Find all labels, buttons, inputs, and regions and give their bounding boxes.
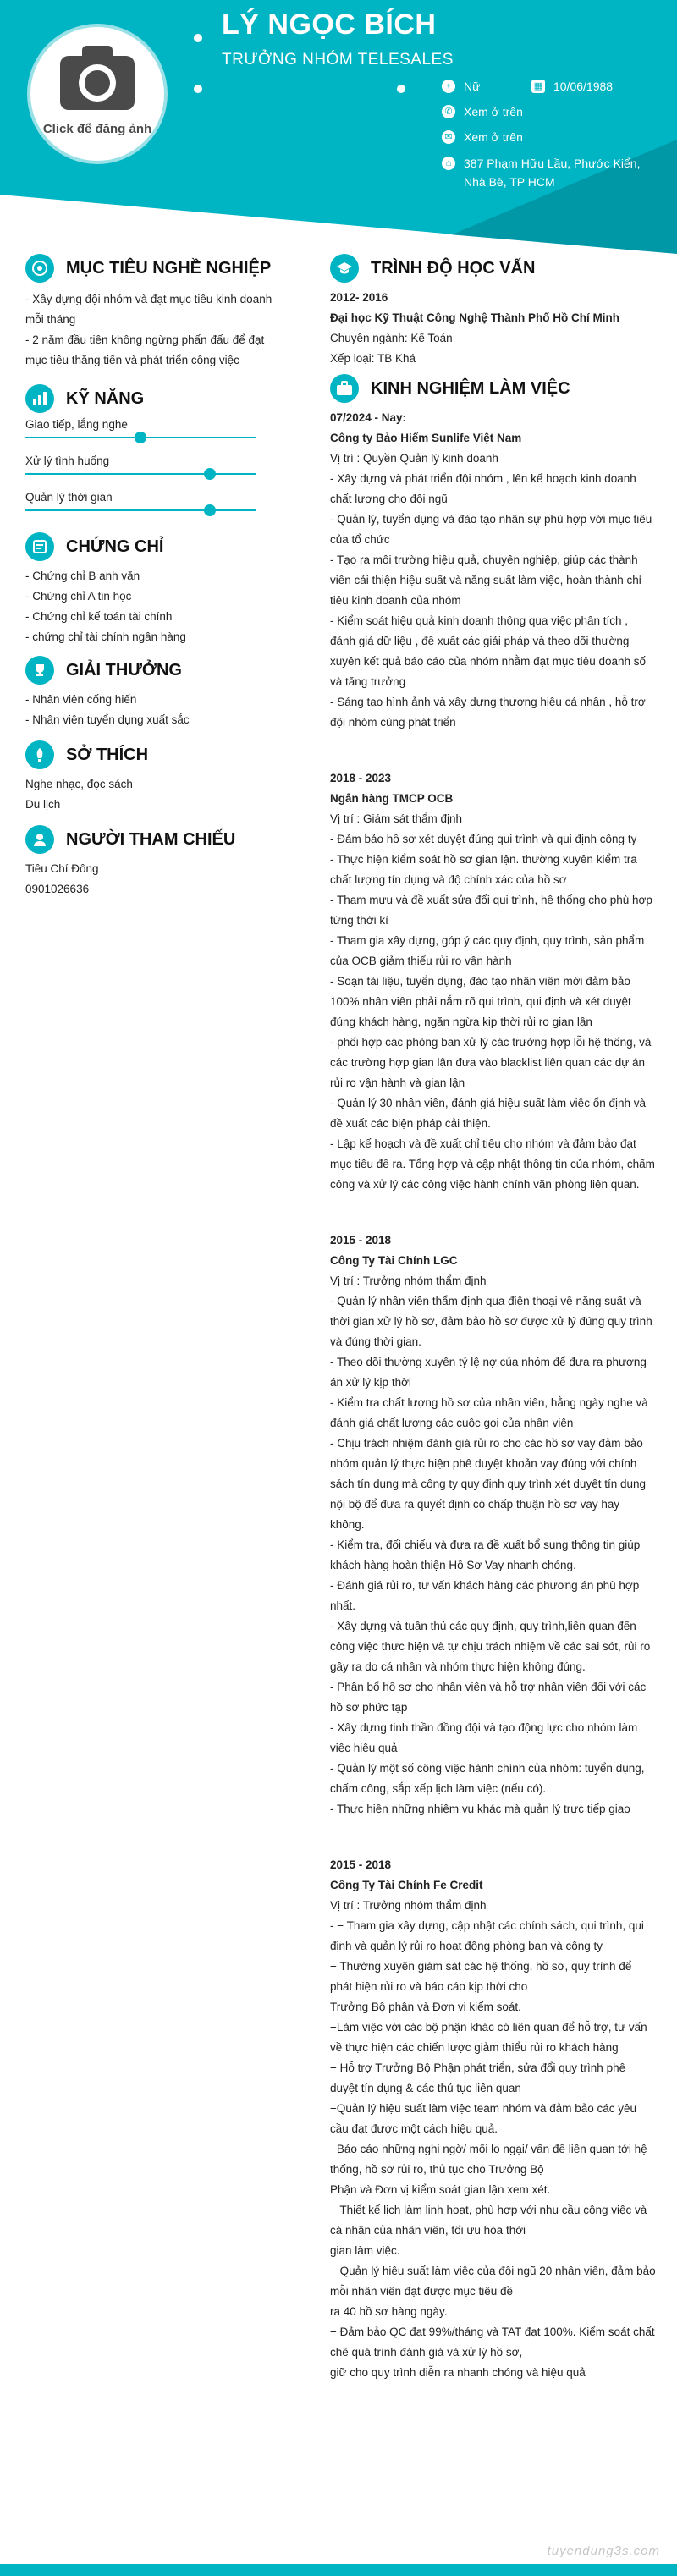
header-banner xyxy=(0,0,677,254)
bar-chart-icon xyxy=(25,384,54,413)
timeline-dot xyxy=(395,83,407,95)
footer-band xyxy=(0,2564,677,2576)
address-info: ⌂ 387 Phạm Hữu Lầu, Phước Kiển, Nhà Bè, TP HCM xyxy=(442,154,662,191)
awards-heading: GIẢI THƯỞNG xyxy=(25,656,279,685)
job-company: Công Ty Tài Chính LGC xyxy=(330,1254,458,1267)
education-details: 2012- 2016 Đại học Kỹ Thuật Công Nghệ Thành Phố Hồ Chí Minh Chuyên ngành: Kế Toán Xếp loại: TB Khá xyxy=(330,291,619,365)
avatar-hint: Click để đăng ảnh xyxy=(42,122,152,136)
timeline-dot xyxy=(192,83,204,95)
references-heading: NGƯỜI THAM CHIẾU xyxy=(25,825,279,854)
avatar-upload[interactable] xyxy=(30,27,164,161)
job-entry xyxy=(330,408,656,733)
job-duty: - Đánh giá rủi ro, tư vấn khách hàng các phương án phù hợp nhất. xyxy=(330,1579,640,1612)
job-entry xyxy=(330,1855,656,2383)
experience-heading: KINH NGHIỆM LÀM VIỆC xyxy=(330,374,656,403)
skill-level-knob xyxy=(135,432,146,443)
job-duty: - Quản lý nhân viên thẩm định qua điện thoại về năng suất và thời gian xử lý hồ sơ, đảm bảo hồ sơ được xử lý đúng quy trình và đúng thời gian. xyxy=(330,1295,652,1348)
job-duty: - Tham mưu và đề xuất sửa đổi qui trình, hệ thống cho phù hợp từng thời kì xyxy=(330,894,652,927)
certificates-list: - Chứng chỉ B anh văn - Chứng chỉ A tin học - Chứng chỉ kế toán tài chính - chứng chỉ tài chính ngân hàng xyxy=(25,570,186,643)
references-list: Tiêu Chí Đông 0901026636 xyxy=(25,862,99,895)
job-position: Vị trí : Trưởng nhóm thẩm định xyxy=(330,1274,487,1287)
job-duty: - Quản lý, tuyển dụng và đào tạo nhân sự phù hợp với mục tiêu của tổ chức xyxy=(330,513,652,546)
job-duty: − Quản lý hiệu suất làm việc của đội ngũ 20 nhân viên, đảm bảo mỗi nhân viên đạt được mục tiêu đề xyxy=(330,2265,656,2298)
skill-bar xyxy=(25,467,256,481)
hobbies-heading: SỞ THÍCH xyxy=(25,740,279,769)
rocket-icon xyxy=(25,740,54,769)
hobbies-list: Nghe nhạc, đọc sách Du lịch xyxy=(25,778,133,811)
job-duty: - Tạo ra môi trường hiệu quả, chuyên nghiệp, giúp các thành viên cải thiện hiệu suất và năng suất làm việc, hoàn thành chỉ tiêu kinh doanh của nhóm xyxy=(330,553,641,607)
job-duty: −Báo cáo những nghi ngờ/ mối lo ngại/ vấn đề liên quan tới hệ thống, hồ sơ rủi ro, thủ tục cho Trưởng Bộ xyxy=(330,2143,647,2176)
job-duty: gian làm việc. xyxy=(330,2244,400,2257)
job-duty: ra 40 hồ sơ hàng ngày. xyxy=(330,2305,448,2318)
certificate-icon xyxy=(25,532,54,561)
job-duty: - Quản lý một số công việc hành chính của nhóm: tuyển dụng, chấm công, sắp xếp lịch làm việc (nếu có). xyxy=(330,1762,645,1795)
watermark: tuyendung3s.com xyxy=(547,2544,660,2558)
objective-heading: MỤC TIÊU NGHỀ NGHIỆP xyxy=(25,254,279,283)
job-position: Vị trí : Quyền Quản lý kinh doanh xyxy=(330,452,498,465)
target-icon xyxy=(25,254,54,283)
birthday-info: ▦ 10/06/1988 xyxy=(531,80,613,93)
certificates-heading: CHỨNG CHỈ xyxy=(25,532,279,561)
education-heading: TRÌNH ĐỘ HỌC VẤN xyxy=(330,254,656,283)
job-entry xyxy=(330,768,656,1195)
job-duty: − Thiết kế lịch làm linh hoạt, phù hợp với nhu cầu công việc và cá nhân của nhân viên, tối ưu hóa thời xyxy=(330,2204,647,2237)
person-icon: ♀ xyxy=(442,80,455,93)
job-duty: − Đảm bảo QC đạt 99%/tháng và TAT đạt 100%. Kiểm soát chất chẽ quá trình đánh giá và xử lý hồ sơ, xyxy=(330,2326,655,2359)
awards-list: - Nhân viên cống hiến - Nhân viên tuyển dụng xuất sắc xyxy=(25,693,190,726)
job-duty: Phận và Đơn vị kiểm soát gian lận xem xét. xyxy=(330,2183,551,2196)
job-duty: - Thực hiện những nhiệm vụ khác mà quản lý trực tiếp giao xyxy=(330,1803,630,1815)
email-icon: ✉ xyxy=(442,130,455,144)
job-position: Vị trí : Trưởng nhóm thẩm định xyxy=(330,1899,487,1912)
job-duty: - Sáng tạo hình ảnh và xây dựng thương hiệu cá nhân , hỗ trợ đội nhóm cùng phát triển xyxy=(330,696,646,729)
job-period: 2015 - 2018 xyxy=(330,1858,392,1871)
experience-list xyxy=(330,408,656,2383)
job-duty: − Hỗ trợ Trưởng Bộ Phận phát triển, sửa đổi quy trình phê duyệt tín dụng & các thủ tục liên quan xyxy=(330,2061,626,2094)
candidate-name: LÝ NGỌC BÍCH xyxy=(222,8,437,41)
job-duty: - Tham gia xây dựng, góp ý các quy định, quy trình, sản phẩm của OCB giảm thiểu rủi ro vận hành xyxy=(330,934,645,967)
job-duty: - Quản lý 30 nhân viên, đánh giá hiệu suất làm việc ổn định và đề xuất các biện pháp cải thiện. xyxy=(330,1097,646,1130)
skill-bar xyxy=(25,504,256,517)
job-duty: giữ cho quy trình diễn ra nhanh chóng và hiệu quả xyxy=(330,2366,586,2379)
job-duty: - Theo dõi thường xuyên tỷ lệ nợ của nhóm để đưa ra phương án xử lý kịp thời xyxy=(330,1356,647,1389)
graduation-cap-icon xyxy=(330,254,359,283)
job-period: 2018 - 2023 xyxy=(330,772,392,784)
job-entry xyxy=(330,1230,656,1819)
job-duty: - Xây dựng và tuân thủ các quy định, quy trình,liên quan đến công việc thực hiện và tự chịu trách nhiệm về các sai sót, rủi ro gây ra do cá nhân và nhóm thực hiện không đúng. xyxy=(330,1620,651,1673)
skill-label: Xử lý tình huống xyxy=(25,454,110,467)
job-company: Ngân hàng TMCP OCB xyxy=(330,792,454,805)
camera-icon xyxy=(60,44,135,112)
timeline-dot xyxy=(192,32,204,44)
email-info: ✉ Xem ở trên xyxy=(442,130,523,144)
job-duty: - − Tham gia xây dựng, cập nhật các chính sách, qui trình, qui định và quản lý rủi ro hoạt động phòng ban và công ty xyxy=(330,1919,644,1952)
job-duty: - Kiểm tra, đối chiếu và đưa ra đề xuất bổ sung thông tin giúp khách hàng hoàn thiện Hồ Sơ Vay nhanh chóng. xyxy=(330,1538,641,1571)
job-company: Công ty Bảo Hiểm Sunlife Việt Nam xyxy=(330,432,522,444)
candidate-role: TRƯỞNG NHÓM TELESALES xyxy=(222,51,454,69)
left-column xyxy=(25,254,279,900)
job-duty: −Làm việc với các bộ phận khác có liên quan để hỗ trợ, tư vấn về thực hiện các chiến lược giảm thiểu rủi ro khách hàng xyxy=(330,2021,647,2054)
job-position: Vị trí : Giám sát thẩm định xyxy=(330,812,463,825)
phone-info: ✆ Xem ở trên xyxy=(442,105,523,118)
job-company: Công Ty Tài Chính Fe Credit xyxy=(330,1879,483,1891)
job-duty: - Xây dựng tinh thần đồng đội và tạo động lực cho nhóm làm việc hiệu quả xyxy=(330,1721,638,1754)
job-duty: - Lập kế hoạch và đề xuất chỉ tiêu cho nhóm và đảm bảo đạt mục tiêu đề ra. Tổng hợp và cập nhật thông tin của nhóm, chấm công và xử lý các công việc hành chính văn phòng liên quan. xyxy=(330,1137,655,1191)
job-period: 07/2024 - Nay: xyxy=(330,411,407,424)
skill-level-knob xyxy=(204,468,216,480)
job-duty: - Đảm bảo hồ sơ xét duyệt đúng qui trình và qui định công ty xyxy=(330,833,637,845)
job-duty: - Kiểm tra chất lượng hồ sơ của nhân viên, hằng ngày nghe và đánh giá chất lượng các cuộc gọi của nhân viên xyxy=(330,1396,648,1429)
trophy-icon xyxy=(25,656,54,685)
job-duty: - Chịu trách nhiệm đánh giá rủi ro cho các hồ sơ vay đảm bảo nhóm quản lý thực hiện phê duyệt khoản vay đúng với chính sách tín dụng mà công ty quy định quy trình xét duyệt tín dụng nội bộ để đưa ra quyết định có chấp thuận hồ sơ vay hay không. xyxy=(330,1437,646,1531)
right-column xyxy=(330,254,656,2383)
skill-bar xyxy=(25,431,256,444)
job-duty: - Soạn tài liệu, tuyển dụng, đào tạo nhân viên mới đảm bảo 100% nhân viên phải nắm rõ qui trình, qui định và xét duyệt đúng khách hàng, ngăn ngừa kịp thời rủi ro gian lận xyxy=(330,975,631,1028)
briefcase-icon xyxy=(330,374,359,403)
job-duty: - Xây dựng và phát triển đội nhóm , lên kế hoạch kinh doanh chất lượng cho đội ngũ xyxy=(330,472,636,505)
job-period: 2015 - 2018 xyxy=(330,1234,392,1247)
skill-label: Quản lý thời gian xyxy=(25,491,113,504)
job-duty: - Thực hiện kiểm soát hồ sơ gian lận. thường xuyên kiểm tra chất lượng tín dụng và độ chính xác của hồ sơ xyxy=(330,853,637,886)
job-duty: Trưởng Bộ phận và Đơn vị kiểm soát. xyxy=(330,2001,521,2013)
skills-list xyxy=(25,418,256,517)
gender-info: ♀ Nữ xyxy=(442,80,480,93)
job-duty: - Kiểm soát hiệu quả kinh doanh thông qua việc phân tích , đánh giá dữ liệu , đề xuất các giải pháp và theo dõi thường xuyên kết quả báo cáo của nhóm nhằm đạt mục tiêu doanh số và tăng trưởng xyxy=(330,614,646,688)
calendar-icon: ▦ xyxy=(531,80,545,93)
job-duty: − Thường xuyên giám sát các hệ thống, hồ sơ, quy trình để phát hiện rủi ro và báo cáo kịp thời cho xyxy=(330,1960,632,1993)
objective-text: - Xây dựng đội nhóm và đạt mục tiêu kinh doanh mỗi tháng - 2 năm đầu tiên không ngừng phấn đấu để đạt mục tiêu thăng tiến và phát triển công việc xyxy=(25,293,272,366)
job-duty: - Phân bổ hồ sơ cho nhân viên và hỗ trợ nhân viên đối với các hồ sơ phức tạp xyxy=(330,1681,647,1714)
skill-level-knob xyxy=(204,504,216,516)
skills-heading: KỸ NĂNG xyxy=(25,384,279,413)
phone-icon: ✆ xyxy=(442,105,455,118)
job-duty: −Quản lý hiệu suất làm việc team nhóm và đảm bảo các yêu cầu đạt được một cách hiệu quả. xyxy=(330,2102,637,2135)
user-icon xyxy=(25,825,54,854)
home-icon: ⌂ xyxy=(442,157,455,170)
skill-label: Giao tiếp, lắng nghe xyxy=(25,418,128,431)
job-duty: - phối hợp các phòng ban xử lý các trường hợp lỗi hệ thống, và các trường hợp gian lận đưa vào blacklist liên quan các dự án rủi ro vận hành và gian lận xyxy=(330,1036,652,1089)
